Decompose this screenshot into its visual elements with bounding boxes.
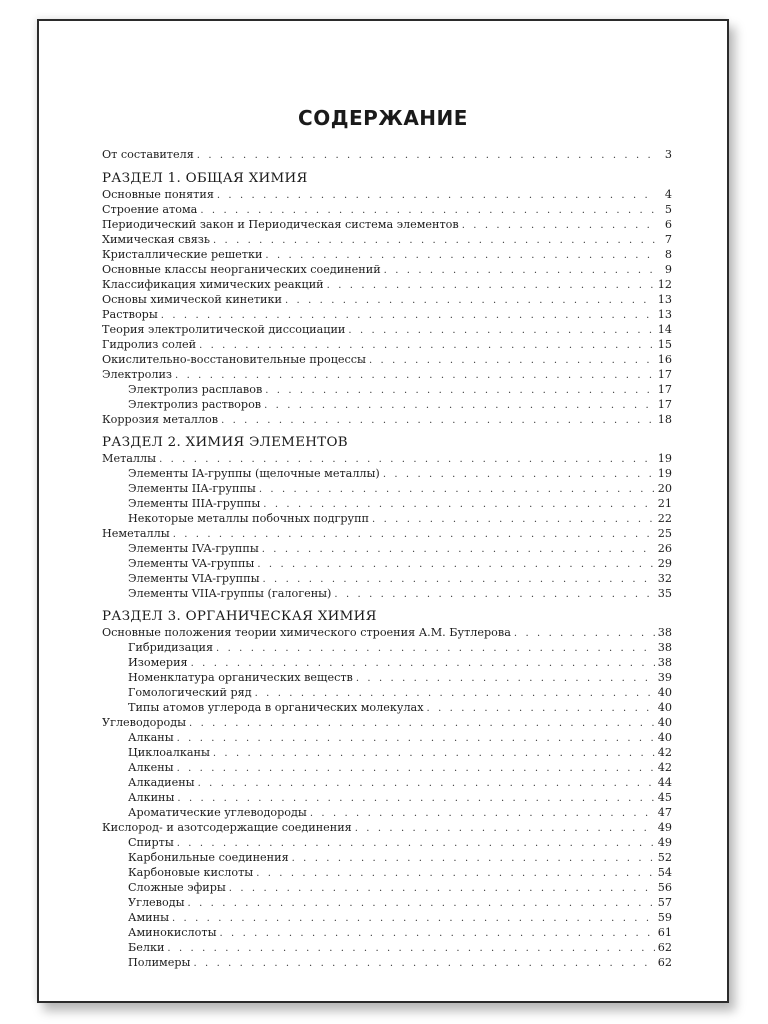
entry-title: Электролиз расплавов: [128, 383, 263, 396]
section-heading[interactable]: РАЗДЕЛ 3. ОРГАНИЧЕСКАЯ ХИМИЯ: [102, 609, 377, 624]
toc-subentry[interactable]: [102, 496, 672, 511]
dot-leader: [427, 701, 655, 716]
entry-page: 3: [664, 148, 672, 161]
entry-page: 5: [664, 203, 672, 216]
dot-leader: [217, 188, 655, 203]
entry-title: Кристаллические решетки: [102, 248, 263, 261]
entry-page: 13: [657, 293, 672, 306]
entry-title: От составителя: [102, 148, 194, 161]
toc-subentry[interactable]: [102, 955, 672, 970]
entry-page: 6: [664, 218, 672, 231]
toc-entry[interactable]: [102, 352, 672, 367]
entry-page: 29: [657, 557, 672, 570]
toc-subentry[interactable]: [102, 571, 672, 586]
entry-page: 35: [657, 587, 672, 600]
toc-subentry[interactable]: [102, 910, 672, 925]
dot-leader: [193, 956, 654, 971]
entry-title: Основные классы неорганических соединений: [102, 263, 381, 276]
entry-title: Углеводы: [128, 896, 185, 909]
dot-leader: [161, 308, 655, 323]
entry-page: 62: [657, 956, 672, 969]
dot-leader: [213, 746, 655, 761]
toc-entry[interactable]: [102, 277, 672, 292]
toc-subentry[interactable]: [102, 511, 672, 526]
entry-page: 18: [657, 413, 672, 426]
toc-entry-intro[interactable]: [102, 147, 672, 162]
entry-page: 26: [657, 542, 672, 555]
dot-leader: [265, 383, 655, 398]
entry-title: Элементы VA-группы: [128, 557, 255, 570]
dot-leader: [221, 413, 655, 428]
toc-entry[interactable]: [102, 292, 672, 307]
dot-leader: [348, 323, 654, 338]
dot-leader: [257, 557, 654, 572]
entry-title: Амины: [128, 911, 169, 924]
toc-subentry[interactable]: [102, 760, 672, 775]
entry-title: Карбонильные соединения: [128, 851, 289, 864]
entry-page: 19: [657, 452, 672, 465]
toc-subentry[interactable]: [102, 541, 672, 556]
entry-title: Растворы: [102, 308, 158, 321]
entry-page: 61: [657, 926, 672, 939]
toc-subentry[interactable]: [102, 655, 672, 670]
dot-leader: [355, 821, 655, 836]
entry-page: 52: [657, 851, 672, 864]
toc-entry[interactable]: [102, 337, 672, 352]
entry-title: Основные понятия: [102, 188, 214, 201]
entry-title: Элементы IIA-группы: [128, 482, 256, 495]
document-page: [37, 19, 729, 1003]
dot-leader: [197, 148, 655, 163]
entry-page: 15: [657, 338, 672, 351]
toc-entry[interactable]: [102, 247, 672, 262]
dot-leader: [285, 293, 655, 308]
dot-leader: [356, 671, 655, 686]
entry-title: Карбоновые кислоты: [128, 866, 254, 879]
entry-title: Периодический закон и Периодическая система элементов: [102, 218, 459, 231]
dot-leader: [369, 353, 655, 368]
toc-subentry[interactable]: [102, 586, 672, 601]
dot-leader: [262, 542, 655, 557]
toc-subentry[interactable]: [102, 805, 672, 820]
dot-leader: [384, 263, 655, 278]
entry-page: 38: [657, 641, 672, 654]
dot-leader: [213, 233, 655, 248]
entry-page: 42: [657, 746, 672, 759]
toc-subentry[interactable]: [102, 895, 672, 910]
entry-page: 22: [657, 512, 672, 525]
dot-leader: [177, 836, 655, 851]
entry-page: 47: [657, 806, 672, 819]
toc-entry[interactable]: [102, 451, 672, 466]
toc-entry[interactable]: [102, 262, 672, 277]
entry-page: 40: [657, 686, 672, 699]
dot-leader: [177, 761, 655, 776]
dot-leader: [219, 926, 654, 941]
entry-title: Строение атома: [102, 203, 198, 216]
toc-entry[interactable]: [102, 217, 672, 232]
toc-entry[interactable]: [102, 307, 672, 322]
entry-title: Элементы VIIA-группы (галогены): [128, 587, 332, 600]
toc-subentry[interactable]: [102, 925, 672, 940]
entry-title: Электролиз: [102, 368, 173, 381]
entry-page: 13: [657, 308, 672, 321]
toc-subentry[interactable]: [102, 880, 672, 895]
entry-page: 25: [657, 527, 672, 540]
toc-subentry[interactable]: [102, 640, 672, 655]
dot-leader: [264, 398, 655, 413]
entry-page: 16: [657, 353, 672, 366]
dot-leader: [256, 866, 655, 881]
page-title: СОДЕРЖАНИЕ: [298, 106, 468, 130]
toc-entry[interactable]: [102, 715, 672, 730]
entry-title: Элементы IVA-группы: [128, 542, 259, 555]
toc-subentry[interactable]: [102, 556, 672, 571]
dot-leader: [198, 776, 655, 791]
dot-leader: [188, 896, 655, 911]
dot-leader: [383, 467, 655, 482]
entry-page: 56: [657, 881, 672, 894]
entry-title: Гибридизация: [128, 641, 214, 654]
dot-leader: [372, 512, 655, 527]
entry-title: Неметаллы: [102, 527, 170, 540]
entry-title: Номенклатура органических веществ: [128, 671, 353, 684]
dot-leader: [199, 338, 655, 353]
toc-entry[interactable]: [102, 820, 672, 835]
toc-subentry[interactable]: [102, 775, 672, 790]
section-heading[interactable]: РАЗДЕЛ 2. ХИМИЯ ЭЛЕМЕНТОВ: [102, 435, 348, 450]
entry-page: 20: [657, 482, 672, 495]
toc-entry[interactable]: [102, 625, 672, 640]
dot-leader: [514, 626, 655, 641]
entry-page: 40: [657, 701, 672, 714]
toc-entry[interactable]: [102, 322, 672, 337]
toc-entry[interactable]: [102, 412, 672, 427]
toc-subentry[interactable]: [102, 466, 672, 481]
dot-leader: [173, 527, 655, 542]
toc-entry[interactable]: [102, 526, 672, 541]
entry-title: Белки: [128, 941, 165, 954]
dot-leader: [177, 791, 654, 806]
entry-title: Коррозия металлов: [102, 413, 219, 426]
dot-leader: [462, 218, 655, 233]
entry-page: 40: [657, 716, 672, 729]
entry-page: 38: [657, 656, 672, 669]
entry-title: Алкены: [128, 761, 174, 774]
entry-page: 59: [657, 911, 672, 924]
entry-page: 32: [657, 572, 672, 585]
entry-title: Изомерия: [128, 656, 188, 669]
entry-page: 38: [657, 626, 672, 639]
entry-title: Алкадиены: [128, 776, 195, 789]
entry-title: Циклоалканы: [128, 746, 210, 759]
toc-subentry[interactable]: [102, 745, 672, 760]
toc-subentry[interactable]: [102, 382, 672, 397]
entry-page: 14: [657, 323, 672, 336]
entry-title: Углеводороды: [102, 716, 187, 729]
entry-page: 17: [657, 398, 672, 411]
toc-sections: [102, 171, 672, 970]
toc-subentry[interactable]: [102, 940, 672, 955]
dot-leader: [310, 806, 655, 821]
entry-title: Алкины: [128, 791, 175, 804]
dot-leader: [159, 452, 655, 467]
dot-leader: [292, 851, 655, 866]
entry-page: 9: [664, 263, 672, 276]
entry-title: Полимеры: [128, 956, 191, 969]
entry-title: Ароматические углеводороды: [128, 806, 307, 819]
dot-leader: [189, 716, 655, 731]
entry-title: Аминокислоты: [128, 926, 217, 939]
dot-leader: [167, 941, 654, 956]
entry-title: Алканы: [128, 731, 174, 744]
entry-title: Основы химической кинетики: [102, 293, 282, 306]
entry-title: Сложные эфиры: [128, 881, 226, 894]
dot-leader: [229, 881, 655, 896]
entry-page: 40: [657, 731, 672, 744]
entry-title: Элементы IIIA-группы: [128, 497, 261, 510]
entry-title: Спирты: [128, 836, 174, 849]
toc-entry[interactable]: [102, 367, 672, 382]
toc-subentry[interactable]: [102, 685, 672, 700]
entry-title: Классификация химических реакций: [102, 278, 324, 291]
entry-page: 42: [657, 761, 672, 774]
dot-leader: [327, 278, 655, 293]
entry-title: Типы атомов углерода в органических молекулах: [128, 701, 424, 714]
entry-title: Гидролиз солей: [102, 338, 197, 351]
entry-page: 54: [657, 866, 672, 879]
entry-title: Гомологический ряд: [128, 686, 252, 699]
table-of-contents: [102, 139, 672, 970]
dot-leader: [175, 368, 655, 383]
dot-leader: [263, 497, 654, 512]
toc-entry[interactable]: [102, 187, 672, 202]
dot-leader: [263, 572, 655, 587]
entry-title: Теория электролитической диссоциации: [102, 323, 346, 336]
dot-leader: [172, 911, 655, 926]
entry-page: 4: [664, 188, 672, 201]
entry-title: Окислительно-восстановительные процессы: [102, 353, 366, 366]
toc-subentry[interactable]: [102, 865, 672, 880]
section-heading[interactable]: РАЗДЕЛ 1. ОБЩАЯ ХИМИЯ: [102, 171, 308, 186]
toc-subentry[interactable]: [102, 397, 672, 412]
entry-page: 8: [664, 248, 672, 261]
toc-subentry[interactable]: [102, 700, 672, 715]
toc-subentry[interactable]: [102, 790, 672, 805]
entry-page: 45: [657, 791, 672, 804]
entry-page: 44: [657, 776, 672, 789]
toc-subentry[interactable]: [102, 835, 672, 850]
entry-title: Элементы IA-группы (щелочные металлы): [128, 467, 380, 480]
toc-subentry[interactable]: [102, 670, 672, 685]
dot-leader: [191, 656, 655, 671]
dot-leader: [259, 482, 655, 497]
entry-title: Кислород- и азотсодержащие соединения: [102, 821, 352, 834]
entry-page: 62: [657, 941, 672, 954]
entry-page: 19: [657, 467, 672, 480]
dot-leader: [255, 686, 655, 701]
entry-page: 39: [657, 671, 672, 684]
entry-title: Электролиз растворов: [128, 398, 262, 411]
entry-title: Некоторые металлы побочных подгрупп: [128, 512, 370, 525]
dot-leader: [177, 731, 655, 746]
toc-entry[interactable]: [102, 202, 672, 217]
dot-leader: [200, 203, 655, 218]
toc-subentry[interactable]: [102, 481, 672, 496]
entry-title: Элементы VIA-группы: [128, 572, 260, 585]
dot-leader: [334, 587, 654, 602]
toc-entry[interactable]: [102, 232, 672, 247]
dot-leader: [216, 641, 655, 656]
entry-page: 49: [657, 821, 672, 834]
entry-page: 17: [657, 383, 672, 396]
entry-title: Химическая связь: [102, 233, 210, 246]
entry-page: 57: [657, 896, 672, 909]
entry-page: 7: [664, 233, 672, 246]
toc-subentry[interactable]: [102, 850, 672, 865]
entry-page: 17: [657, 368, 672, 381]
toc-subentry[interactable]: [102, 730, 672, 745]
entry-page: 21: [657, 497, 672, 510]
entry-title: Основные положения теории химического строения А.М. Бутлерова: [102, 626, 511, 639]
dot-leader: [265, 248, 655, 263]
entry-page: 12: [657, 278, 672, 291]
entry-title: Металлы: [102, 452, 157, 465]
entry-page: 49: [657, 836, 672, 849]
